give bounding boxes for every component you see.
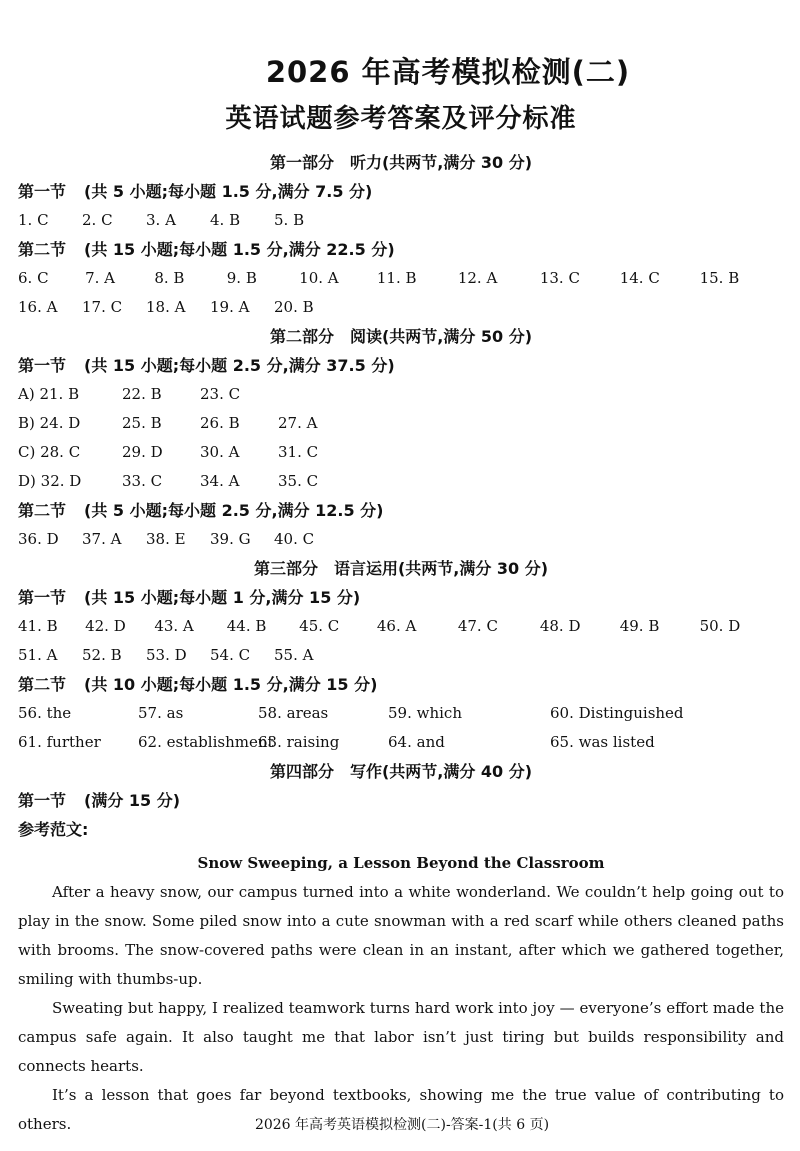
- answer-item: 9. B: [226, 269, 257, 287]
- answer-item: 23. C: [200, 385, 241, 403]
- section-description: (共 15 小题;每小题 1 分,满分 15 分): [84, 588, 361, 607]
- answer-item: 19. A: [210, 298, 250, 316]
- answer-item: 33. C: [122, 472, 163, 490]
- answer-item: 30. A: [200, 443, 240, 461]
- answer-item: 14. C: [619, 269, 660, 287]
- part-heading: 第一部分 听力(共两节,满分 30 分): [269, 153, 533, 172]
- answer-row: [18, 525, 784, 554]
- section-heading: [18, 670, 784, 699]
- section-heading: [18, 351, 784, 380]
- answer-item: 48. D: [539, 617, 581, 635]
- answer-row: [18, 641, 784, 670]
- answer-item: 3. A: [146, 211, 176, 229]
- answer-item: 16. A: [18, 298, 58, 316]
- answer-item: 47. C: [457, 617, 498, 635]
- section-heading: [18, 786, 784, 815]
- answer-item: 7. A: [85, 269, 116, 287]
- answer-item: 12. A: [457, 269, 498, 287]
- answer-item: 40. C: [274, 530, 315, 548]
- answer-item: 59. which: [388, 704, 462, 722]
- answer-item: D) 32. D: [18, 472, 82, 490]
- section-label: 第二节: [18, 240, 67, 259]
- answer-item: B) 24. D: [18, 414, 81, 432]
- answer-item: 10. A: [299, 269, 339, 287]
- answer-item: 41. B: [18, 617, 58, 635]
- answer-item: 58. areas: [258, 704, 329, 722]
- answer-item: 63. raising: [258, 733, 340, 751]
- answer-item: 46. A: [376, 617, 417, 635]
- essay-paragraph: Sweating but happy, I realized teamwork turns hard work into joy — everyone’s effort made the campus safe again. It also taught me that labor isn’t just tiring but builds responsibility and connects hearts.: [18, 999, 784, 1075]
- section-heading: [18, 583, 784, 612]
- page-subtitle: 英语试题参考答案及评分标准: [225, 104, 577, 134]
- answer-row: [18, 264, 784, 293]
- reference-essay-label: 参考范文:: [18, 820, 89, 839]
- section-label: 第一节: [18, 182, 67, 201]
- answer-item: 49. B: [619, 617, 660, 635]
- answer-item: 8. B: [154, 269, 185, 287]
- section-description: (满分 15 分): [84, 791, 181, 810]
- answer-item: 57. as: [138, 704, 184, 722]
- page-title: 2026 年高考模拟检测(二): [265, 55, 631, 89]
- answer-item: 65. was listed: [550, 733, 655, 751]
- answer-row: [18, 206, 784, 235]
- section-label: 第一节: [18, 791, 67, 810]
- essay-paragraph: It’s a lesson that goes far beyond textbooks, showing me the true value of contributing to others.: [18, 1086, 784, 1133]
- answer-item: 52. B: [82, 646, 122, 664]
- section-description: (共 5 小题;每小题 1.5 分,满分 7.5 分): [84, 182, 373, 201]
- part-heading: 第二部分 阅读(共两节,满分 50 分): [269, 327, 533, 346]
- answer-item: 13. C: [539, 269, 580, 287]
- answer-item: 34. A: [200, 472, 240, 490]
- answer-row: [18, 438, 784, 467]
- section-label: 第二节: [18, 501, 67, 520]
- answer-row: [18, 293, 784, 322]
- answer-content: [18, 148, 784, 1139]
- answer-item: 35. C: [278, 472, 319, 490]
- answer-row: [18, 612, 784, 641]
- answer-item: 17. C: [82, 298, 123, 316]
- answer-item: 45. C: [299, 617, 340, 635]
- part-heading: 第四部分 写作(共两节,满分 40 分): [269, 762, 533, 781]
- answer-item: C) 28. C: [18, 443, 81, 461]
- answer-item: 25. B: [122, 414, 162, 432]
- answer-item: 1. C: [18, 211, 49, 229]
- section-heading: [18, 496, 784, 525]
- answer-item: 60. Distinguished: [550, 704, 684, 722]
- answer-item: 15. B: [699, 269, 740, 287]
- answer-row: [18, 699, 784, 728]
- answer-item: 18. A: [146, 298, 186, 316]
- answer-row: [18, 380, 784, 409]
- section-description: (共 10 小题;每小题 1.5 分,满分 15 分): [84, 675, 378, 694]
- answer-item: 26. B: [200, 414, 240, 432]
- section-heading: [18, 177, 784, 206]
- answer-item: 29. D: [122, 443, 163, 461]
- answer-item: 11. B: [376, 269, 417, 287]
- answer-item: 62. establishment: [138, 733, 274, 751]
- page-footer: 2026 年高考英语模拟检测(二)-答案-1(共 6 页): [254, 1117, 550, 1133]
- answer-item: 31. C: [278, 443, 319, 461]
- answer-row: [18, 728, 784, 757]
- answer-item: A) 21. B: [18, 385, 80, 403]
- answer-item: 51. A: [18, 646, 58, 664]
- answer-item: 39. G: [210, 530, 251, 548]
- answer-item: 43. A: [154, 617, 194, 635]
- part-heading: 第三部分 语言运用(共两节,满分 30 分): [253, 559, 549, 578]
- answer-item: 55. A: [274, 646, 314, 664]
- answer-item: 36. D: [18, 530, 59, 548]
- answer-item: 44. B: [226, 617, 267, 635]
- answer-item: 22. B: [122, 385, 162, 403]
- essay-title: Snow Sweeping, a Lesson Beyond the Classroom: [197, 854, 605, 872]
- answer-item: 61. further: [18, 733, 101, 751]
- essay-paragraph: After a heavy snow, our campus turned into a white wonderland. We couldn’t help going out to play in the snow. Some piled snow into a cute snowman with a red scarf while others cleaned paths with brooms. The snow-covered paths were clean in an instant, after which we gathered together, smiling with thumbs-up.: [18, 883, 784, 988]
- section-label: 第一节: [18, 588, 67, 607]
- answer-item: 5. B: [274, 211, 305, 229]
- answer-item: 64. and: [388, 733, 445, 751]
- answer-item: 37. A: [82, 530, 122, 548]
- section-label: 第二节: [18, 675, 67, 694]
- section-label: 第一节: [18, 356, 67, 375]
- answer-item: 27. A: [278, 414, 318, 432]
- answer-item: 2. C: [82, 211, 113, 229]
- essay-body: [18, 878, 784, 1139]
- section-description: (共 15 小题;每小题 2.5 分,满分 37.5 分): [84, 356, 395, 375]
- answer-item: 6. C: [18, 269, 49, 287]
- answer-item: 4. B: [210, 211, 241, 229]
- section-description: (共 5 小题;每小题 2.5 分,满分 12.5 分): [84, 501, 384, 520]
- answer-item: 54. C: [210, 646, 251, 664]
- section-description: (共 15 小题;每小题 1.5 分,满分 22.5 分): [84, 240, 395, 259]
- answer-item: 38. E: [146, 530, 186, 548]
- answer-item: 20. B: [274, 298, 314, 316]
- answer-item: 56. the: [18, 704, 72, 722]
- answer-item: 53. D: [146, 646, 187, 664]
- answer-item: 50. D: [699, 617, 741, 635]
- answer-row: [18, 467, 784, 496]
- section-heading: [18, 235, 784, 264]
- answer-row: [18, 409, 784, 438]
- answer-item: 42. D: [85, 617, 126, 635]
